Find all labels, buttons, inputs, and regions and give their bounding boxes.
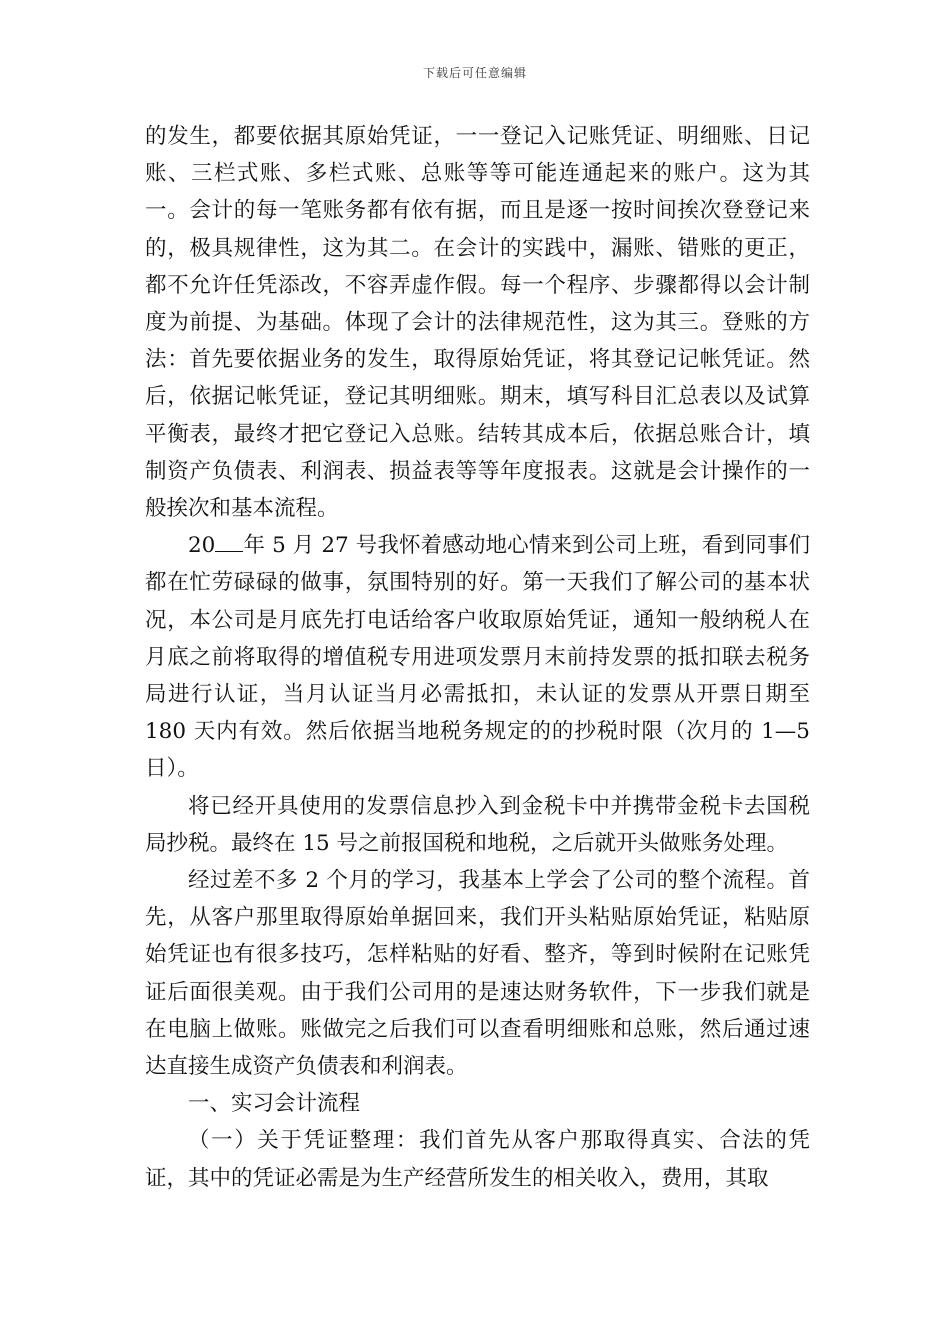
- year-prefix: 20: [188, 533, 216, 559]
- paragraph-accounting-principles: 的发生，都要依据其原始凭证，一一登记入记账凭证、明细账、日记账、三栏式账、多栏式账、总账等等可能连通起来的账户。这为其一。会计的每一笔账务都有依有据，而且是逐一按时间挨次登登记来的，极具规律性，这为其二。在会计的实践中，漏账、错账的更正，都不允许任凭添改，不容弄虚作假。每一个程序、步骤都得以会计制度为前提、为基础。体现了会计的法律规范性，这为其三。登账的方法：首先要依据业务的发生，取得原始凭证，将其登记记帐凭证。然后，依据记帐凭证，登记其明细账。期末，填写科目汇总表以及试算平衡表，最终才把它登记入总账。结转其成本后，依据总账合计，填制资产负债表、利润表、损益表等等年度报表。这就是会计操作的一般挨次和基本流程。: [145, 124, 810, 522]
- year-blank: [215, 533, 243, 552]
- document-body: [145, 118, 810, 1197]
- paragraph-learning: 经过差不多 2 个月的学习，我基本上学会了公司的整个流程。首先，从客户那里取得原始单据回来，我们开头粘贴原始凭证，粘贴原始凭证也有很多技巧，怎样粘贴的好看、整齐，等到时候附在记账凭证后面很美观。由于我们公司用的是速达财务软件，下一步我们就是在电脑上做账。账做完之后我们可以查看明细账和总账，然后通过速达直接生成资产负债表和利润表。: [145, 868, 810, 1080]
- paragraph-first-day: [145, 527, 810, 787]
- first-day-text: 年 5 月 27 号我怀着感动地心情来到公司上班，看到同事们都在忙劳碌碌的做事，氛围特别的好。第一天我们了解公司的基本状况，本公司是月底先打电话给客户收取原始凭证，通知一般纳税人在月底之前将取得的增值税专用进项发票月末前持发票的抵扣联去税务局进行认证，当月认证当月必需抵扣，未认证的发票从开票日期至 180 天内有效。然后依据当地税务规定的的抄税时限（次月的 1—5 日）。: [145, 533, 810, 782]
- paragraph-tax-copy: 将已经开具使用的发票信息抄入到金税卡中并携带金税卡去国税局抄税。最终在 15 号之前报国税和地税，之后就开头做账务处理。: [145, 793, 810, 856]
- paragraph-voucher-organization: （一）关于凭证整理：我们首先从客户那取得真实、合法的凭证，其中的凭证必需是为生产经营所发生的相关收入，费用，其取: [145, 1128, 810, 1191]
- section-heading-accounting-process: 一、实习会计流程: [188, 1091, 361, 1117]
- page-header: 下载后可任意编辑: [422, 66, 527, 80]
